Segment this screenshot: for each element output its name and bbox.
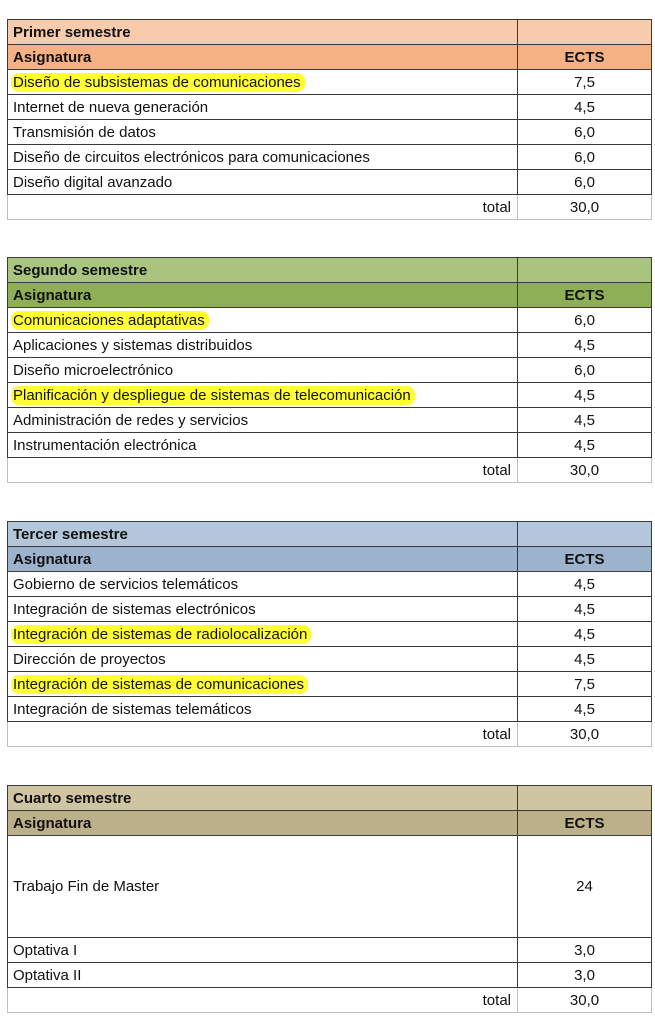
subject-name: Diseño de subsistemas de comunicaciones xyxy=(11,73,305,92)
ects-header: ECTS xyxy=(518,45,652,70)
table-row xyxy=(8,433,652,458)
ects-value: 3,0 xyxy=(518,938,652,963)
semester-table-1 xyxy=(7,19,652,220)
ects-value: 7,5 xyxy=(518,70,652,95)
subject-name: Gobierno de servicios telemáticos xyxy=(13,575,239,593)
table-row xyxy=(8,963,652,988)
table-row xyxy=(8,170,652,195)
subject-name: Aplicaciones y sistemas distribuidos xyxy=(13,336,253,354)
semester-title-blank xyxy=(518,786,652,811)
ects-value: 4,5 xyxy=(518,408,652,433)
subject-header: Asignatura xyxy=(8,45,518,70)
table-row xyxy=(8,308,652,333)
semester-title-row xyxy=(8,522,652,547)
semester-table-4 xyxy=(7,785,652,1013)
column-header-row xyxy=(8,547,652,572)
subject-name: Diseño de circuitos electrónicos para comunicaciones xyxy=(13,148,370,166)
column-header-row xyxy=(8,45,652,70)
total-row xyxy=(8,722,652,747)
subject-name: Planificación y despliegue de sistemas de telecomunicación xyxy=(11,386,415,405)
ects-value: 4,5 xyxy=(518,433,652,458)
total-row xyxy=(8,988,652,1013)
total-label: total xyxy=(8,458,518,483)
column-header-row xyxy=(8,283,652,308)
ects-value: 6,0 xyxy=(518,358,652,383)
ects-value: 4,5 xyxy=(518,597,652,622)
semester-title: Tercer semestre xyxy=(8,522,518,547)
total-value: 30,0 xyxy=(518,988,652,1013)
table-row xyxy=(8,383,652,408)
ects-value: 24 xyxy=(518,836,652,938)
subject-header: Asignatura xyxy=(8,283,518,308)
ects-header: ECTS xyxy=(518,283,652,308)
column-header-row xyxy=(8,811,652,836)
total-value: 30,0 xyxy=(518,458,652,483)
ects-value: 4,5 xyxy=(518,622,652,647)
table-row xyxy=(8,836,652,938)
table-row xyxy=(8,145,652,170)
table-row xyxy=(8,597,652,622)
total-label: total xyxy=(8,988,518,1013)
table-row xyxy=(8,70,652,95)
ects-value: 4,5 xyxy=(518,697,652,722)
subject-name: Transmisión de datos xyxy=(13,123,156,141)
subject-name: Integración de sistemas telemáticos xyxy=(13,700,252,718)
ects-header: ECTS xyxy=(518,547,652,572)
semester-title-blank xyxy=(518,20,652,45)
table-row xyxy=(8,95,652,120)
semester-table-3 xyxy=(7,521,652,747)
ects-value: 6,0 xyxy=(518,170,652,195)
subject-name: Integración de sistemas de radiolocalización xyxy=(11,625,311,644)
table-row xyxy=(8,572,652,597)
semester-title-row xyxy=(8,20,652,45)
semester-title: Cuarto semestre xyxy=(8,786,518,811)
ects-value: 4,5 xyxy=(518,383,652,408)
subject-name: Integración de sistemas electrónicos xyxy=(13,600,256,618)
total-row xyxy=(8,195,652,220)
subject-name: Comunicaciones adaptativas xyxy=(11,311,209,330)
table-row xyxy=(8,622,652,647)
semester-title-row xyxy=(8,786,652,811)
ects-value: 7,5 xyxy=(518,672,652,697)
subject-name: Trabajo Fin de Master xyxy=(13,878,160,895)
subject-name: Internet de nueva generación xyxy=(13,98,209,116)
ects-value: 6,0 xyxy=(518,145,652,170)
semester-title: Segundo semestre xyxy=(8,258,518,283)
subject-name: Integración de sistemas de comunicaciones xyxy=(11,675,308,694)
subject-name: Diseño digital avanzado xyxy=(13,173,173,191)
subject-name: Administración de redes y servicios xyxy=(13,411,249,429)
ects-header: ECTS xyxy=(518,811,652,836)
table-row xyxy=(8,358,652,383)
total-label: total xyxy=(8,195,518,220)
semester-table-2 xyxy=(7,257,652,483)
table-row xyxy=(8,938,652,963)
semester-title-blank xyxy=(518,258,652,283)
semester-title-blank xyxy=(518,522,652,547)
ects-value: 4,5 xyxy=(518,572,652,597)
ects-value: 6,0 xyxy=(518,120,652,145)
ects-value: 6,0 xyxy=(518,308,652,333)
semester-title-row xyxy=(8,258,652,283)
subject-name: Diseño microelectrónico xyxy=(13,361,174,379)
subject-header: Asignatura xyxy=(8,811,518,836)
ects-value: 3,0 xyxy=(518,963,652,988)
subject-header: Asignatura xyxy=(8,547,518,572)
total-value: 30,0 xyxy=(518,722,652,747)
table-row xyxy=(8,120,652,145)
table-row xyxy=(8,408,652,433)
subject-name: Instrumentación electrónica xyxy=(13,436,197,454)
table-row xyxy=(8,697,652,722)
subject-name: Optativa I xyxy=(13,941,78,959)
total-value: 30,0 xyxy=(518,195,652,220)
total-row xyxy=(8,458,652,483)
semester-title: Primer semestre xyxy=(8,20,518,45)
total-label: total xyxy=(8,722,518,747)
ects-value: 4,5 xyxy=(518,333,652,358)
subject-name: Optativa II xyxy=(13,966,82,984)
table-row xyxy=(8,672,652,697)
table-row xyxy=(8,333,652,358)
table-row xyxy=(8,647,652,672)
ects-value: 4,5 xyxy=(518,95,652,120)
ects-value: 4,5 xyxy=(518,647,652,672)
subject-name: Dirección de proyectos xyxy=(13,650,166,668)
